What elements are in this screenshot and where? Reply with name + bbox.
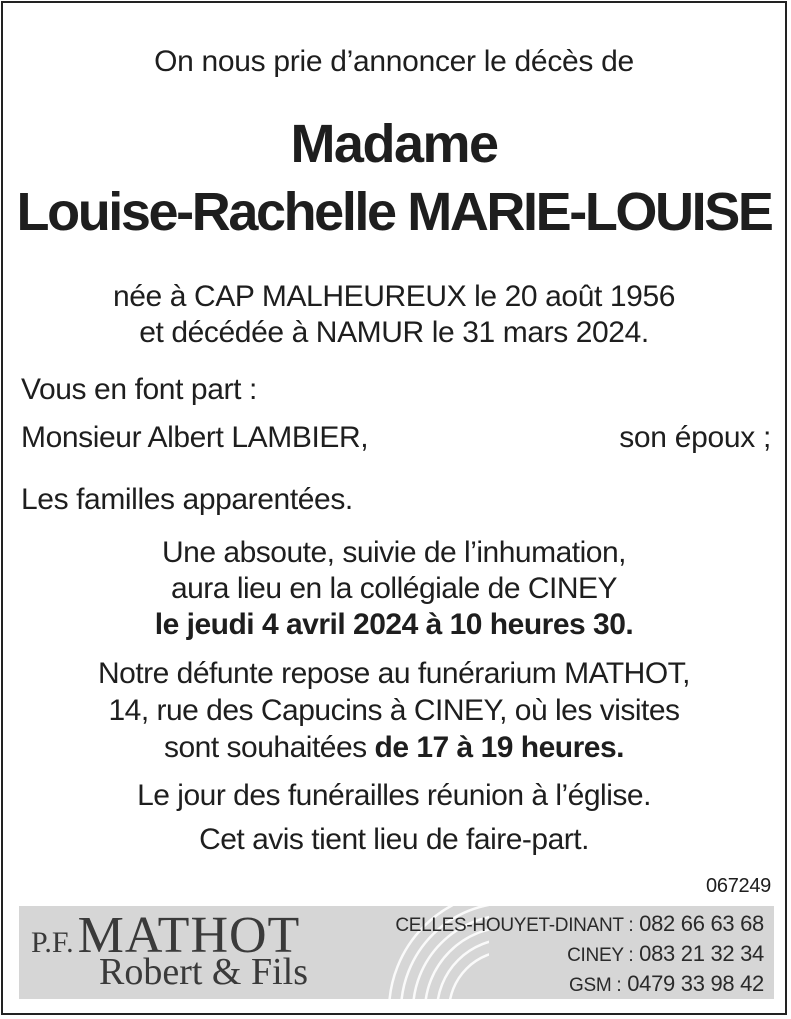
deceased-title: Madame: [290, 114, 498, 174]
death-line: et décédée à NAMUR le 31 mars 2024.: [139, 316, 649, 349]
funeral-home-banner: [19, 906, 774, 999]
contact-label: CELLES-HOUYET-DINANT :: [395, 915, 634, 936]
rest-info: [3, 655, 785, 766]
contact-row: [395, 910, 764, 940]
contact-list: [395, 910, 764, 999]
birth-line: née à CAP MALHEUREUX le 20 août 1956: [112, 280, 676, 313]
visit-hours-prefix: sont souhaitées: [164, 731, 367, 764]
gathering-text: Le jour des funérailles réunion à l’église.: [137, 779, 651, 812]
contact-row: [395, 970, 764, 999]
rest-line: 14, rue des Capucins à CINEY, où les visites: [108, 694, 680, 727]
ceremony-line: aura lieu en la collégiale de CINEY: [170, 572, 618, 605]
visit-hours-line: [3, 729, 785, 766]
contact-phone: 083 21 32 34: [639, 941, 764, 966]
visit-hours: de 17 à 19 heures.: [374, 731, 624, 764]
spouse-role: son époux ;: [619, 421, 771, 454]
ceremony-date: le jeudi 4 avril 2024 à 10 heures 30.: [154, 608, 634, 641]
reference-number: 067249: [706, 875, 771, 897]
brand-name: MATHOT: [77, 907, 301, 964]
deceased-name: Louise-Rachelle MARIE-LOUISE: [16, 182, 772, 242]
contact-row: [395, 940, 764, 970]
pf-label: P.F.: [31, 926, 74, 959]
intro-text: On nous prie d’annoncer le décès de: [154, 45, 634, 78]
ceremony-info: [3, 535, 785, 643]
spouse-name: Monsieur Albert LAMBIER,: [21, 421, 369, 454]
notice-note: Cet avis tient lieu de faire-part.: [199, 823, 589, 856]
ceremony-line: Une absoute, suivie de l’inhumation,: [162, 536, 626, 569]
contact-phone: 0479 33 98 42: [627, 971, 764, 996]
announce-text: Vous en font part :: [21, 373, 257, 406]
contact-phone: 082 66 63 68: [639, 911, 764, 936]
brand-subtitle: Robert & Fils: [99, 951, 309, 993]
rest-line: Notre défunte repose au funérarium MATHOT,: [97, 657, 691, 690]
contact-label: CINEY :: [567, 945, 634, 966]
birth-death-info: [3, 279, 785, 351]
contact-label: GSM :: [569, 975, 622, 996]
families-text: Les familles apparentées.: [21, 483, 353, 516]
death-notice: [1, 1, 787, 1015]
